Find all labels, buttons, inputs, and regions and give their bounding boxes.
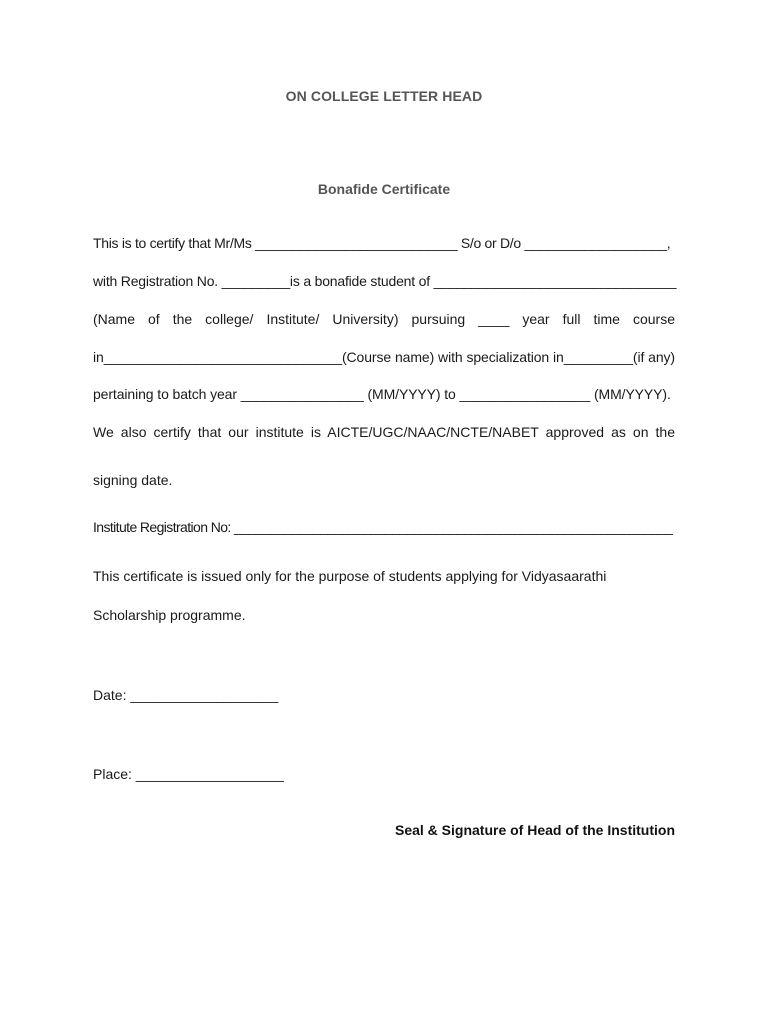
date-field: Date: ___________________: [93, 687, 279, 703]
place-field: Place: ___________________: [93, 766, 284, 782]
body-line-approval-cont: signing date.: [93, 472, 173, 488]
body-line-name: This is to certify that Mr/Ms ___________________________ S/o or D/o ___________________,: [93, 235, 671, 251]
purpose-line-cont: Scholarship programme.: [93, 607, 246, 623]
purpose-line: This certificate is issued only for the purpose of students applying for Vidyasaarathi: [93, 568, 607, 584]
body-line-registration: with Registration No. _________is a bonafide student of ________________________________: [93, 273, 677, 289]
letterhead-note: ON COLLEGE LETTER HEAD: [285, 88, 483, 104]
signature-label: Seal & Signature of Head of the Institution: [394, 822, 675, 838]
body-line-college: (Name of the college/ Institute/ University) pursuing ____ year full time course: [93, 311, 675, 327]
body-line-course: in_______________________________(Course name) with specialization in_________(if any): [93, 349, 675, 365]
certificate-title: Bonafide Certificate: [317, 181, 451, 197]
institute-registration-line: Institute Registration No: _____________________________________________________________: [93, 519, 673, 535]
body-line-approval: We also certify that our institute is AICTE/UGC/NAAC/NCTE/NABET approved as on the: [93, 424, 675, 440]
body-line-batch: pertaining to batch year ________________ (MM/YYYY) to _________________ (MM/YYYY).: [93, 386, 671, 402]
